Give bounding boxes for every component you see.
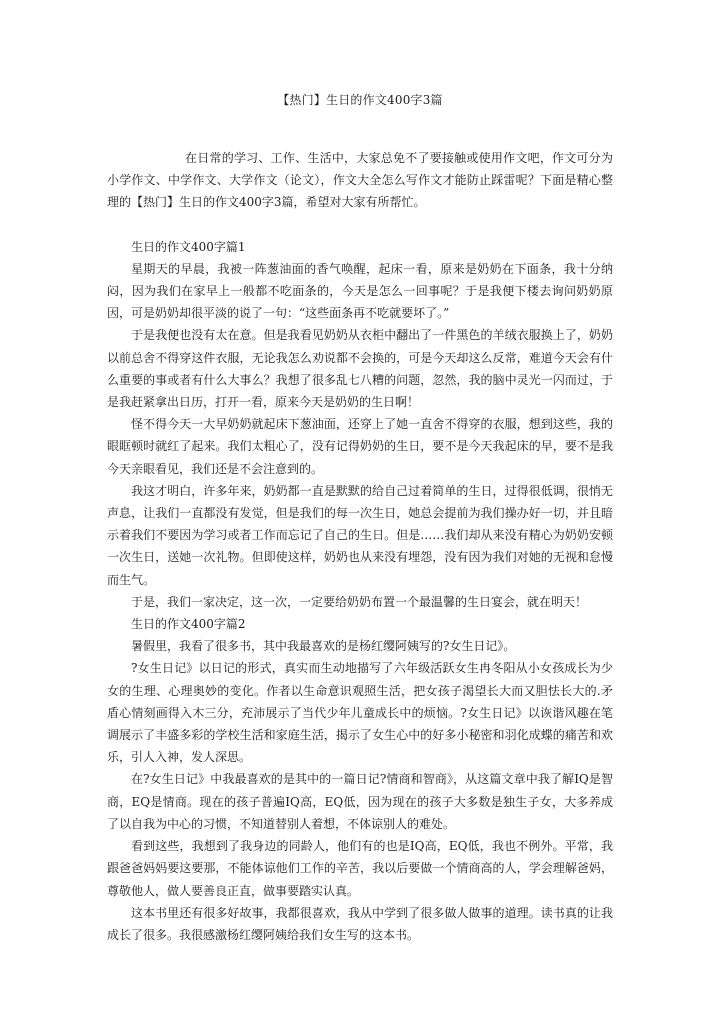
- spacer: [107, 214, 613, 236]
- section1-paragraph-4: 我这才明白，许多年来，奶奶都一直是默默的给自己过着简单的生日，过得很低调，很悄无声息，让我们一直都没有发觉，但是我们的每一次生日，她总会提前为我们操办好一切，并且暗示着我们不要因为学习或者工作而忘记了自己的生日。但是……我们却从来没有精心为奶奶安顿一次生日，送她一次礼物。但即使这样，奶奶也从来没有埋怨，没有因为我们对她的无视和怠慢而生气。: [107, 483, 613, 587]
- section1-paragraph-3: 怪不得今天一大早奶奶就起床下葱油面，还穿上了她一直舍不得穿的衣服，想到这些，我的眼眶顿时就红了起来。我们太粗心了，没有记得奶奶的生日，要不是今天我起床的早，要不是我今天亲眼看见，我们还是不会注意到的。: [107, 417, 613, 476]
- section2-paragraph-2: ?女生日记》以日记的形式，真实而生动地描写了六年级活跃女生冉冬阳从小女孩成长为少女的生理、心理奥妙的变化。作者以生命意识观照生活，把女孩子渴望长大而又胆怯长大的.矛盾心情刻画得入木三分，充沛展示了当代少年儿童成长中的烦恼。?女生日记》以诙谐风趣在笔调展示了丰盛多彩的学校生活和家庭生活，揭示了女生心中的好多小秘密和羽化成蝶的痛苦和欢乐，引人入神，发人深思。: [107, 661, 613, 765]
- section2-paragraph-4: 看到这些，我想到了我身边的同龄人，他们有的也是IQ高，EQ低，我也不例外。平常，我跟爸爸妈妈要这要那，不能体谅他们工作的辛苦，我以后要做一个情商高的人，学会理解爸妈，尊敬他人，做人要善良正直，做事要踏实认真。: [107, 839, 613, 898]
- section2-paragraph-5: 这本书里还有很多好故事，我都很喜欢，我从中学到了很多做人做事的道理。读书真的让我成长了很多。我很感激杨红缨阿姨给我们女生写的这本书。: [107, 905, 613, 942]
- section2-paragraph-1: 暑假里，我看了很多书，其中我最喜欢的是杨红缨阿姨写的?女生日记》。: [131, 639, 516, 654]
- section-heading-1: 生日的作文400字篇1: [131, 239, 246, 254]
- document-title: 【热门】生日的作文400字3篇: [277, 93, 443, 107]
- section1-paragraph-2: 于是我便也没有太在意。但是我看见奶奶从衣柜中翻出了一件黑色的羊绒衣服换上了，奶奶以前总舍不得穿这件衣服，无论我怎么劝说都不会换的，可是今天却这么反常，难道今天会有什么重要的事或者有什么大事么？我想了很多乱七八糟的问题，忽然，我的脑中灵光一闪而过，于是我赶紧拿出日历，打开一看，原来今天是奶奶的生日啊！: [107, 328, 613, 410]
- section1-paragraph-1: 星期天的早晨，我被一阵葱油面的香气唤醒，起床一看，原来是奶奶在下面条，我十分纳闷，因为我们在家早上一般都不吃面条的，今天是怎么一回事呢？于是我便下楼去询问奶奶原因，可是奶奶却很平淡的说了一句：“这些面条再不吃就要坏了。”: [107, 261, 613, 321]
- section-heading-2: 生日的作文400字篇2: [131, 617, 246, 632]
- section1-paragraph-5: 于是，我们一家决定，这一次，一定要给奶奶布置一个最温馨的生日宴会，就在明天！: [131, 594, 588, 609]
- section2-paragraph-3: 在?女生日记》中我最喜欢的是其中的一篇日记?情商和智商》，从这篇文章中我了解IQ是智商，EQ是情商。现在的孩子普遍IQ高，EQ低，因为现在的孩子大多数是独生子女，大多养成了以自我为中心的习惯，不知道替别人着想，不体谅别人的难处。: [107, 772, 613, 831]
- document-body: [107, 147, 613, 946]
- intro-paragraph: 在日常的学习、工作、生活中，大家总免不了要接触或使用作文吧，作文可分为小学作文、中学作文、大学作文（论文），作文大全怎么写作文才能防止踩雷呢？下面是精心整理的【热门】生日的作文400字3篇，希望对大家有所帮忙。: [107, 151, 613, 210]
